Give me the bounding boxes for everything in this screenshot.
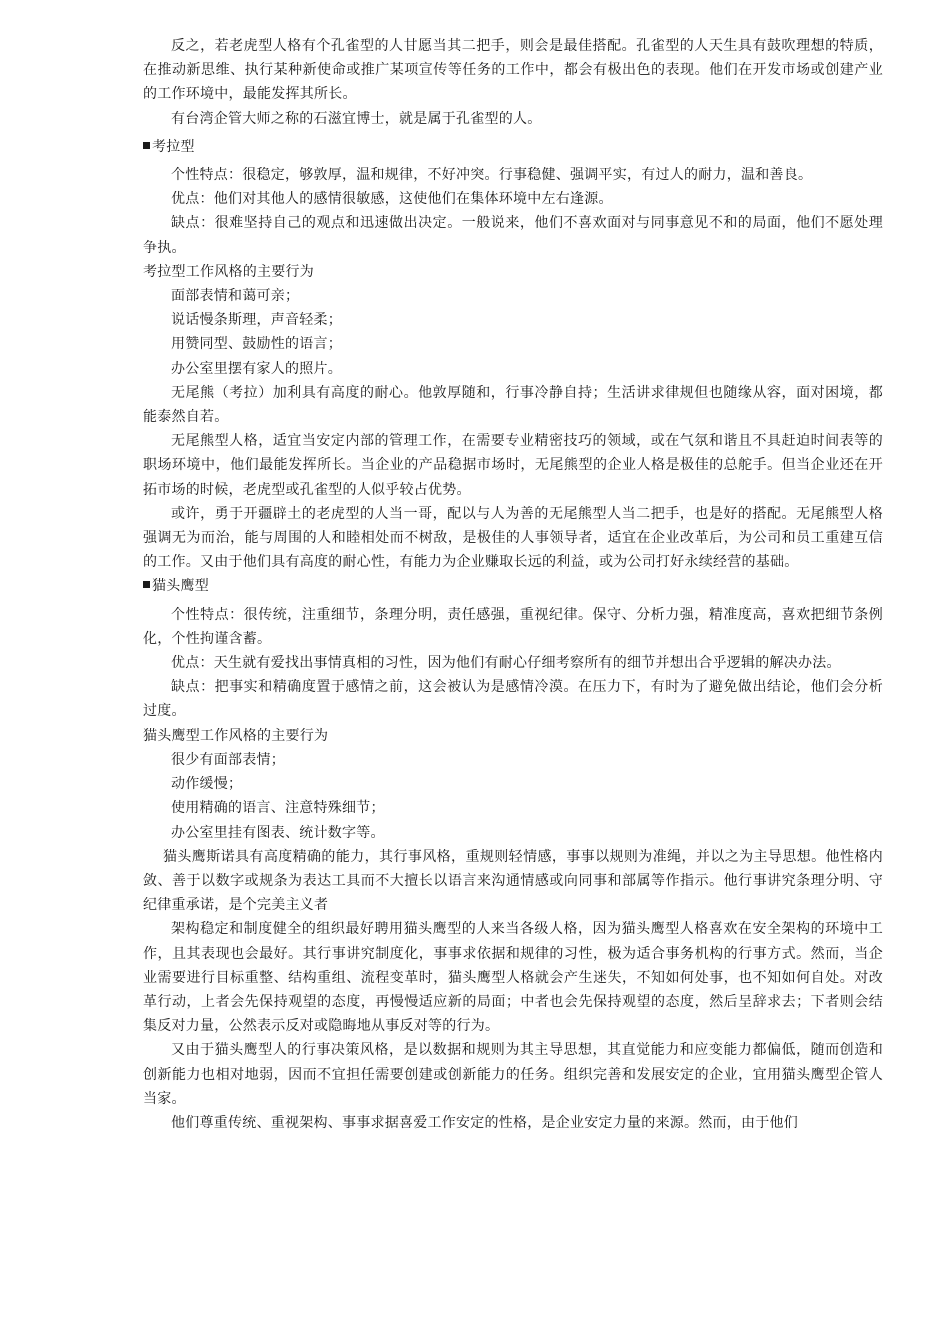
paragraph: 架构稳定和制度健全的组织最好聘用猫头鹰型的人来当各级人格，因为猫头鹰型人格喜欢在安全架构的环境中工作，且其表现也会最好。其行事讲究制度化，事事求依据和规律的习性，极为适合事务机构的行事方式。然而，当企业需要进行目标重整、结构重组、流程变革时，猫头鹰型人格就会产生迷失，不知如何处事，也不知如何自处。对改革行动，上者会先保持观望的态度，再慢慢适应新的局面；中者也会先保持观望的态度，然后呈辞求去；下者则会结集反对力量，公然表示反对或隐晦地从事反对等的行为。: [143, 921, 883, 1035]
subheading: 猫头鹰型工作风格的主要行为: [143, 727, 329, 744]
section-heading-text: 考拉型: [152, 138, 195, 155]
section-heading-text: 猫头鹰型: [152, 578, 209, 595]
paragraph: 他们尊重传统、重视架构、事事求据喜爱工作安定的性格，是企业安定力量的来源。然而，由于他们: [171, 1114, 798, 1131]
list-item: 使用精确的语言、注意特殊细节；: [171, 800, 385, 817]
paragraph: 无尾熊（考拉）加利具有高度的耐心。他敦厚随和，行事冷静自持；生活讲求律规但也随缘从容，面对困境，都能泰然自若。: [143, 384, 883, 426]
paragraph: 反之，若老虎型人格有个孔雀型的人甘愿当其二把手，则会是最佳搭配。孔雀型的人天生具有鼓吹理想的特质，在推动新思维、执行某种新使命或推广某项宣传等任务的工作中，都会有极出色的表现。他们在开发市场或创建产业的工作环境中，最能发挥其所长。: [143, 38, 883, 103]
paragraph: 优点：天生就有爱找出事情真相的习性，因为他们有耐心仔细考察所有的细节并想出合乎逻辑的解决办法。: [171, 655, 841, 672]
paragraph: 优点：他们对其他人的感情很敏感，这使他们在集体环境中左右逢源。: [171, 191, 613, 208]
paragraph: 个性特点：很传统，注重细节，条理分明，责任感强，重视纪律。保守、分析力强，精准度高，喜欢把细节条例化，个性拘谨含蓄。: [143, 606, 883, 647]
square-bullet-icon: [143, 581, 150, 588]
list-item: 动作缓慢；: [171, 776, 243, 793]
paragraph: 有台湾企管大师之称的石滋宜博士，就是属于孔雀型的人。: [171, 110, 542, 127]
list-item: 办公室里摆有家人的照片。: [171, 360, 342, 377]
list-item: 说话慢条斯理，声音轻柔；: [171, 312, 342, 329]
paragraph: 又由于猫头鹰型人的行事决策风格，是以数据和规则为其主导思想，其直觉能力和应变能力都偏低，随而创造和创新能力也相对地弱，因而不宜担任需要创建或创新能力的任务。组织完善和发展安定的企业，宜用猫头鹰型企管人当家。: [143, 1042, 883, 1107]
paragraph: 个性特点：很稳定，够敦厚，温和规律，不好冲突。行事稳健、强调平实，有过人的耐力，温和善良。: [171, 167, 813, 184]
list-item: 办公室里挂有图表、统计数字等。: [171, 824, 385, 841]
document-page: [143, 34, 883, 1135]
paragraph: 缺点：很难坚持自己的观点和迅速做出决定。一般说来，他们不喜欢面对与同事意见不和的局面，他们不愿处理争执。: [143, 215, 883, 256]
paragraph: 猫头鹰斯诺具有高度精确的能力，其行事风格，重规则轻情感，事事以规则为准绳，并以之为主导思想。他性格内敛、善于以数字或规条为表达工具而不大擅长以语言来沟通情感或向同事和部属等作指示。他行事讲究条理分明、守纪律重承诺，是个完美主义者: [143, 848, 883, 914]
list-item: 很少有面部表情；: [171, 751, 285, 768]
list-item: 用赞同型、鼓励性的语言；: [171, 336, 342, 353]
paragraph: 或许，勇于开疆辟土的老虎型的人当一哥，配以与人为善的无尾熊型人当二把手，也是好的搭配。无尾熊型人格强调无为而治，能与周围的人和睦相处而不树敌，是极佳的人事领导者，适宜在企业改革后，为公司和员工重建互信的工作。又由于他们具有高度的耐心性，有能力为企业赚取长远的利益，或为公司打好永续经营的基础。: [143, 505, 883, 571]
paragraph: 无尾熊型人格，适宜当安定内部的管理工作，在需要专业精密技巧的领域，或在气氛和谐且不具赶迫时间表等的职场环境中，他们最能发挥所长。当企业的产品稳据市场时，无尾熊型的企业人格是极佳的总舵手。但当企业还在开拓市场的时候，老虎型或孔雀型的人似乎较占优势。: [143, 433, 883, 498]
section-heading-owl: [143, 574, 883, 598]
square-bullet-icon: [143, 142, 150, 149]
section-heading-koala: [143, 135, 883, 159]
paragraph: 缺点：把事实和精确度置于感情之前，这会被认为是感情冷漠。在压力下，有时为了避免做出结论，他们会分析过度。: [143, 679, 883, 720]
list-item: 面部表情和蔼可亲；: [171, 288, 300, 305]
subheading: 考拉型工作风格的主要行为: [143, 263, 314, 280]
